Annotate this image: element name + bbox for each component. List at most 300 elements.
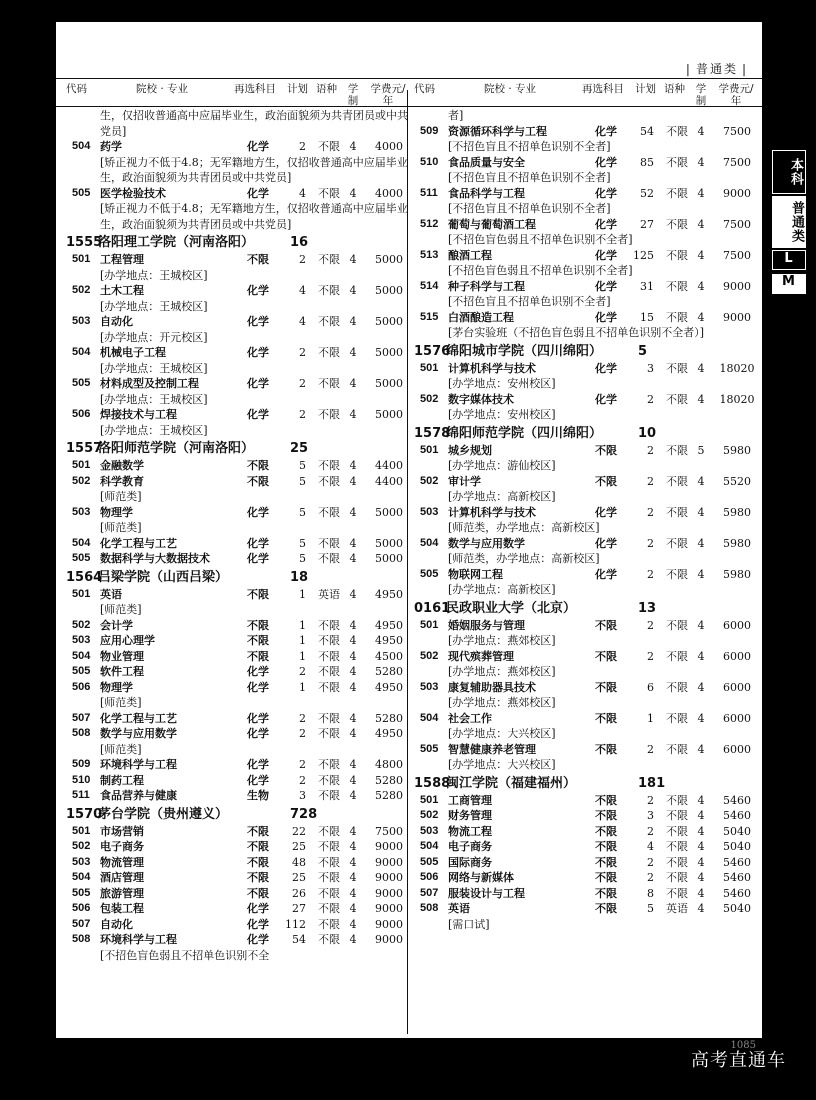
tuition-fee: 9000: [375, 917, 403, 931]
school-code: 1557: [66, 441, 103, 456]
major-note: [办学地点：游仙校区]: [448, 459, 556, 472]
language: 不限: [666, 443, 688, 457]
major-note: [师范类]: [100, 603, 142, 616]
required-subject: 不限: [247, 587, 269, 601]
plan-count: 1: [647, 711, 654, 725]
required-subject: 不限: [247, 840, 269, 853]
plan-count: 2: [647, 649, 654, 663]
major-name: 资源循环科学与工程: [448, 124, 547, 138]
required-subject: 化学: [247, 552, 269, 565]
plan-count: 2: [299, 758, 306, 771]
study-length: 4: [697, 840, 705, 853]
tuition-fee: 5280: [375, 665, 403, 678]
major-code: 507: [72, 917, 91, 930]
major-name: 数学与应用数学: [100, 727, 177, 740]
required-subject: 不限: [595, 443, 617, 457]
study-length: 4: [697, 217, 705, 231]
school-name: 闽江学院（福建福州）: [446, 775, 577, 791]
major-note: [办学地点：高新校区]: [448, 583, 556, 596]
major-name: 城乡规划: [448, 443, 492, 457]
required-subject: 不限: [247, 649, 269, 663]
language: 不限: [318, 727, 340, 740]
study-length: 4: [697, 536, 705, 550]
major-code: 504: [420, 536, 439, 549]
required-subject: 化学: [595, 310, 617, 324]
tuition-fee: 4950: [375, 618, 403, 632]
school-heading: [66, 439, 412, 458]
plan-count: 2: [299, 773, 306, 787]
major-code: 501: [72, 824, 91, 837]
table-row: [414, 855, 760, 871]
major-name: 食品营养与健康: [100, 789, 177, 802]
language: 不限: [318, 773, 340, 787]
major-name: 食品科学与工程: [448, 186, 525, 200]
study-length: 4: [697, 124, 705, 138]
language: 英语: [318, 587, 340, 601]
study-length: 4: [349, 871, 357, 884]
school-code: 1570: [66, 806, 103, 822]
major-code: 502: [72, 284, 91, 296]
required-subject: 不限: [247, 634, 269, 647]
language: 不限: [318, 665, 340, 678]
language: 不限: [318, 552, 340, 565]
major-name: 服装设计与工程: [448, 886, 525, 900]
study-length: 4: [349, 140, 357, 153]
school-heading: [66, 805, 412, 824]
plan-count: 2: [299, 408, 306, 421]
side-tab-l[interactable]: L: [772, 250, 806, 270]
major-name: 电子商务: [448, 840, 492, 853]
study-length: 4: [697, 809, 705, 822]
required-subject: 不限: [247, 253, 269, 266]
study-length: 4: [697, 855, 705, 869]
language: 不限: [666, 474, 688, 488]
language: 不限: [666, 742, 688, 756]
study-length: 4: [697, 505, 705, 519]
language: 不限: [666, 505, 688, 519]
major-name: 软件工程: [100, 665, 144, 678]
table-row: [414, 474, 760, 490]
required-subject: 不限: [595, 793, 617, 807]
required-subject: 不限: [595, 742, 617, 756]
tuition-fee: 5520: [723, 474, 751, 488]
table-row: [414, 279, 760, 295]
language: 不限: [318, 886, 340, 900]
header-code: 代码: [414, 83, 435, 95]
major-name: 酒店管理: [100, 871, 144, 884]
table-row: [66, 252, 412, 268]
required-subject: 不限: [595, 855, 617, 869]
tuition-fee: 6000: [723, 711, 751, 725]
table-row: [414, 567, 760, 583]
major-note: [师范类]: [100, 490, 142, 503]
major-code: 503: [72, 505, 91, 518]
language: 不限: [666, 186, 688, 200]
required-subject: 化学: [247, 917, 269, 931]
tuition-fee: 5980: [723, 443, 751, 457]
table-row: [414, 186, 760, 202]
major-note: [师范类]: [100, 742, 142, 756]
plan-count: 5: [299, 459, 306, 472]
study-length: 5: [697, 443, 705, 457]
plan-count: 48: [292, 855, 306, 869]
required-subject: 化学: [595, 536, 617, 550]
major-code: 506: [72, 680, 91, 693]
major-name: 食品质量与安全: [448, 155, 525, 169]
table-row: [66, 664, 412, 680]
tuition-fee: 4800: [375, 758, 403, 771]
tuition-fee: 5460: [723, 855, 751, 869]
language: 不限: [318, 902, 340, 915]
language: 不限: [666, 809, 688, 822]
major-note: [办学地点：开元校区]: [100, 330, 208, 344]
major-code: 508: [72, 727, 91, 739]
table-row: [414, 217, 760, 233]
plan-count: 31: [640, 279, 654, 293]
major-name: 现代殡葬管理: [448, 649, 514, 663]
required-subject: 不限: [247, 618, 269, 632]
major-note: [师范类]: [100, 696, 142, 709]
major-name: 数据科学与大数据技术: [100, 552, 210, 565]
table-row: [66, 932, 412, 948]
plan-count: 4: [299, 284, 306, 297]
major-name: 物理学: [100, 505, 133, 519]
plan-count: 2: [647, 824, 654, 838]
table-row: [66, 314, 412, 330]
header-fee: 学费元/年: [718, 83, 754, 107]
major-code: 505: [72, 665, 91, 677]
major-code: 502: [420, 809, 439, 821]
plan-count: 1: [299, 618, 306, 632]
plan-count: 15: [640, 310, 654, 324]
plan-count: 125: [633, 248, 654, 262]
study-length: 4: [697, 649, 705, 663]
major-code: 503: [420, 505, 439, 518]
tuition-fee: 5460: [723, 871, 751, 884]
tuition-fee: 5000: [375, 253, 403, 266]
study-length: 4: [349, 408, 357, 421]
major-code: 502: [72, 474, 91, 487]
major-code: 504: [72, 140, 91, 152]
plan-count: 2: [299, 377, 306, 390]
major-note: [办学地点：燕郊校区]: [448, 665, 556, 678]
required-subject: 不限: [595, 886, 617, 900]
plan-count: 2: [299, 711, 306, 725]
major-code: 503: [420, 824, 439, 837]
table-row: [66, 773, 412, 789]
study-length: 4: [697, 886, 705, 900]
study-length: 4: [349, 618, 357, 632]
language: 不限: [666, 567, 688, 581]
plan-count: 4: [299, 186, 306, 200]
required-subject: 生物: [247, 789, 269, 802]
study-length: 4: [349, 186, 357, 200]
tuition-fee: 5460: [723, 793, 751, 807]
required-subject: 化学: [247, 346, 269, 359]
major-note: [师范类]: [100, 521, 142, 534]
table-row: [414, 808, 760, 824]
table-row: [66, 633, 412, 649]
language: 不限: [318, 186, 340, 200]
required-subject: 不限: [595, 840, 617, 853]
language: 不限: [666, 618, 688, 632]
required-subject: 化学: [247, 758, 269, 771]
table-row: [414, 392, 760, 408]
continued-note: 者]: [448, 109, 464, 122]
study-length: 4: [349, 789, 357, 802]
table-row: [66, 376, 412, 392]
major-name: 环境科学与工程: [100, 758, 177, 771]
language: 不限: [666, 248, 688, 262]
study-length: 4: [349, 649, 357, 663]
major-name: 应用心理学: [100, 634, 155, 647]
major-code: 507: [72, 711, 91, 724]
required-subject: 化学: [595, 248, 617, 262]
language: 不限: [318, 649, 340, 663]
major-note: [办学地点：王城校区]: [100, 423, 208, 437]
major-name: 焊接技术与工程: [100, 408, 177, 421]
required-subject: 不限: [595, 824, 617, 838]
language: 不限: [318, 253, 340, 266]
study-length: 4: [349, 902, 357, 915]
major-note: [矫正视力不低于4.8；无军籍地方生，仅招收普通高中应届毕业生，政治面貌须为共青团员或中共党员]: [100, 155, 408, 184]
major-note: [办学地点：王城校区]: [100, 361, 208, 375]
study-length: 4: [349, 377, 357, 390]
plan-count: 2: [647, 474, 654, 488]
study-length: 4: [697, 618, 705, 632]
language: 不限: [318, 284, 340, 297]
header-code: 代码: [66, 83, 87, 95]
plan-count: 2: [647, 536, 654, 550]
major-name: 物流管理: [100, 855, 144, 869]
side-tab-m[interactable]: M: [772, 274, 806, 294]
required-subject: 不限: [247, 474, 269, 488]
plan-count: 1: [299, 634, 306, 647]
major-name: 机械电子工程: [100, 346, 166, 359]
tuition-fee: 5040: [723, 840, 751, 853]
language: 不限: [318, 840, 340, 853]
plan-count: 26: [292, 886, 306, 900]
study-length: 4: [349, 727, 357, 740]
table-row: [66, 886, 412, 902]
plan-count: 3: [647, 361, 654, 375]
major-note: [不招色盲色弱且不招单色识别不全者]: [448, 233, 633, 246]
column-header-left: [66, 80, 412, 108]
column-header-right: [414, 80, 760, 108]
major-code: 502: [72, 840, 91, 852]
required-subject: 不限: [247, 459, 269, 472]
table-row: [414, 310, 760, 326]
major-note: [矫正视力不低于4.8；无军籍地方生，仅招收普通高中应届毕业生，政治面貌须为共青团员或中共党员]: [100, 202, 408, 231]
required-subject: 化学: [247, 505, 269, 519]
major-note: [办学地点：王城校区]: [100, 392, 208, 406]
major-name: 自动化: [100, 917, 133, 931]
required-subject: 化学: [247, 186, 269, 200]
header-name: 院校 · 专业: [136, 83, 189, 95]
required-subject: 化学: [595, 505, 617, 519]
major-note: [办学地点：燕郊校区]: [448, 696, 556, 709]
plan-count: 27: [640, 217, 654, 231]
major-note: [需口试]: [448, 917, 490, 931]
required-subject: 化学: [247, 377, 269, 390]
major-name: 电子商务: [100, 840, 144, 853]
tuition-fee: 4950: [375, 680, 403, 694]
required-subject: 化学: [247, 315, 269, 328]
plan-count: 2: [647, 793, 654, 807]
right-column-body: [414, 108, 760, 932]
major-name: 数字媒体技术: [448, 392, 514, 406]
major-name: 化学工程与工艺: [100, 711, 177, 725]
study-length: 4: [349, 758, 357, 771]
plan-count: 2: [299, 140, 306, 153]
plan-count: 2: [647, 567, 654, 581]
table-row: [414, 886, 760, 902]
tuition-fee: 4950: [375, 634, 403, 647]
plan-count: 1: [299, 587, 306, 601]
major-code: 502: [420, 474, 439, 487]
table-row: [66, 649, 412, 665]
major-name: 智慧健康养老管理: [448, 742, 536, 756]
plan-count: 2: [647, 505, 654, 519]
required-subject: 化学: [595, 124, 617, 138]
plan-count: 2: [647, 618, 654, 632]
school-total: 25: [290, 441, 309, 456]
required-subject: 不限: [595, 902, 617, 915]
school-heading: [414, 424, 760, 443]
required-subject: 不限: [595, 474, 617, 488]
plan-count: 2: [299, 665, 306, 678]
tuition-fee: 5040: [723, 824, 751, 838]
table-row: [66, 680, 412, 696]
plan-count: 52: [640, 186, 654, 200]
major-name: 自动化: [100, 315, 133, 328]
required-subject: 化学: [595, 567, 617, 581]
major-code: 504: [420, 840, 439, 852]
major-code: 503: [72, 855, 91, 868]
plan-count: 27: [292, 902, 306, 915]
plan-count: 25: [292, 840, 306, 853]
school-name: 民政职业大学（北京）: [446, 600, 577, 616]
study-length: 4: [349, 505, 357, 519]
study-length: 4: [349, 917, 357, 931]
table-row: [414, 443, 760, 459]
required-subject: 化学: [247, 711, 269, 725]
required-subject: 化学: [595, 186, 617, 200]
major-code: 505: [420, 567, 439, 580]
table-row: [66, 711, 412, 727]
table-row: [414, 901, 760, 917]
school-code: 1588: [414, 775, 451, 791]
header-subject: 再选科目: [234, 83, 276, 95]
major-note: [办学地点：王城校区]: [100, 299, 208, 313]
major-name: 物理学: [100, 680, 133, 694]
major-name: 物联网工程: [448, 567, 503, 581]
major-code: 511: [420, 186, 438, 199]
required-subject: 化学: [247, 284, 269, 297]
tuition-fee: 9000: [723, 279, 751, 293]
major-name: 国际商务: [448, 855, 492, 869]
language: 不限: [666, 155, 688, 169]
table-row: [66, 757, 412, 773]
tuition-fee: 7500: [723, 124, 751, 138]
major-name: 药学: [100, 140, 122, 153]
major-name: 土木工程: [100, 284, 144, 297]
major-note: [不招色盲且不招单色识别不全者]: [448, 140, 611, 153]
school-total: 181: [638, 775, 666, 791]
table-row: [414, 649, 760, 665]
study-length: 4: [349, 587, 357, 601]
school-name: 茅台学院（贵州遵义）: [98, 806, 229, 822]
major-name: 材料成型及控制工程: [100, 377, 199, 390]
major-name: 旅游管理: [100, 886, 144, 900]
study-length: 4: [349, 284, 357, 297]
side-tab-putonglei[interactable]: 普通类: [772, 196, 806, 248]
required-subject: 不限: [247, 824, 269, 838]
major-name: 工程管理: [100, 253, 144, 266]
required-subject: 不限: [595, 618, 617, 632]
plan-count: 5: [299, 552, 306, 565]
major-code: 501: [72, 459, 91, 471]
table-row: [66, 139, 412, 155]
table-row: [66, 839, 412, 855]
required-subject: 不限: [247, 886, 269, 900]
study-length: 4: [349, 253, 357, 266]
table-row: [414, 711, 760, 727]
major-code: 504: [72, 536, 91, 549]
study-length: 4: [697, 392, 705, 406]
major-code: 512: [420, 217, 439, 230]
tuition-fee: 5000: [375, 315, 403, 328]
major-code: 505: [72, 186, 91, 199]
study-length: 4: [349, 474, 357, 488]
study-length: 4: [697, 793, 705, 807]
language: 不限: [666, 217, 688, 231]
header-length: 学制: [695, 83, 707, 107]
major-name: 金融数学: [100, 459, 144, 472]
major-code: 514: [420, 279, 439, 292]
plan-count: 4: [299, 315, 306, 328]
plan-count: 54: [292, 933, 306, 946]
major-code: 506: [72, 408, 91, 420]
side-tab-benke[interactable]: 本科: [772, 150, 806, 194]
header-rule: [56, 78, 762, 79]
study-length: 4: [697, 361, 705, 375]
major-name: 葡萄与葡萄酒工程: [448, 217, 536, 231]
required-subject: 不限: [595, 711, 617, 725]
tuition-fee: 5280: [375, 789, 403, 802]
plan-count: 6: [647, 680, 654, 694]
language: 不限: [318, 408, 340, 421]
major-note: [师范类，办学地点：高新校区]: [448, 521, 600, 534]
major-name: 工商管理: [448, 793, 492, 807]
required-subject: 化学: [247, 680, 269, 694]
language: 不限: [318, 758, 340, 771]
table-row: [414, 155, 760, 171]
tuition-fee: 9000: [375, 855, 403, 869]
major-name: 市场营销: [100, 824, 144, 838]
study-length: 4: [349, 536, 357, 550]
study-length: 4: [349, 773, 357, 787]
major-code: 505: [72, 886, 91, 899]
language: 不限: [318, 377, 340, 390]
major-name: 制药工程: [100, 773, 144, 787]
major-name: 审计学: [448, 474, 481, 488]
major-note: [办学地点：安州校区]: [448, 408, 556, 421]
header-plan: 计划: [287, 83, 308, 95]
school-code: 1564: [66, 569, 103, 585]
major-code: 501: [420, 793, 439, 806]
major-note: [不招色盲色弱且不招单色识别不全: [100, 948, 270, 962]
